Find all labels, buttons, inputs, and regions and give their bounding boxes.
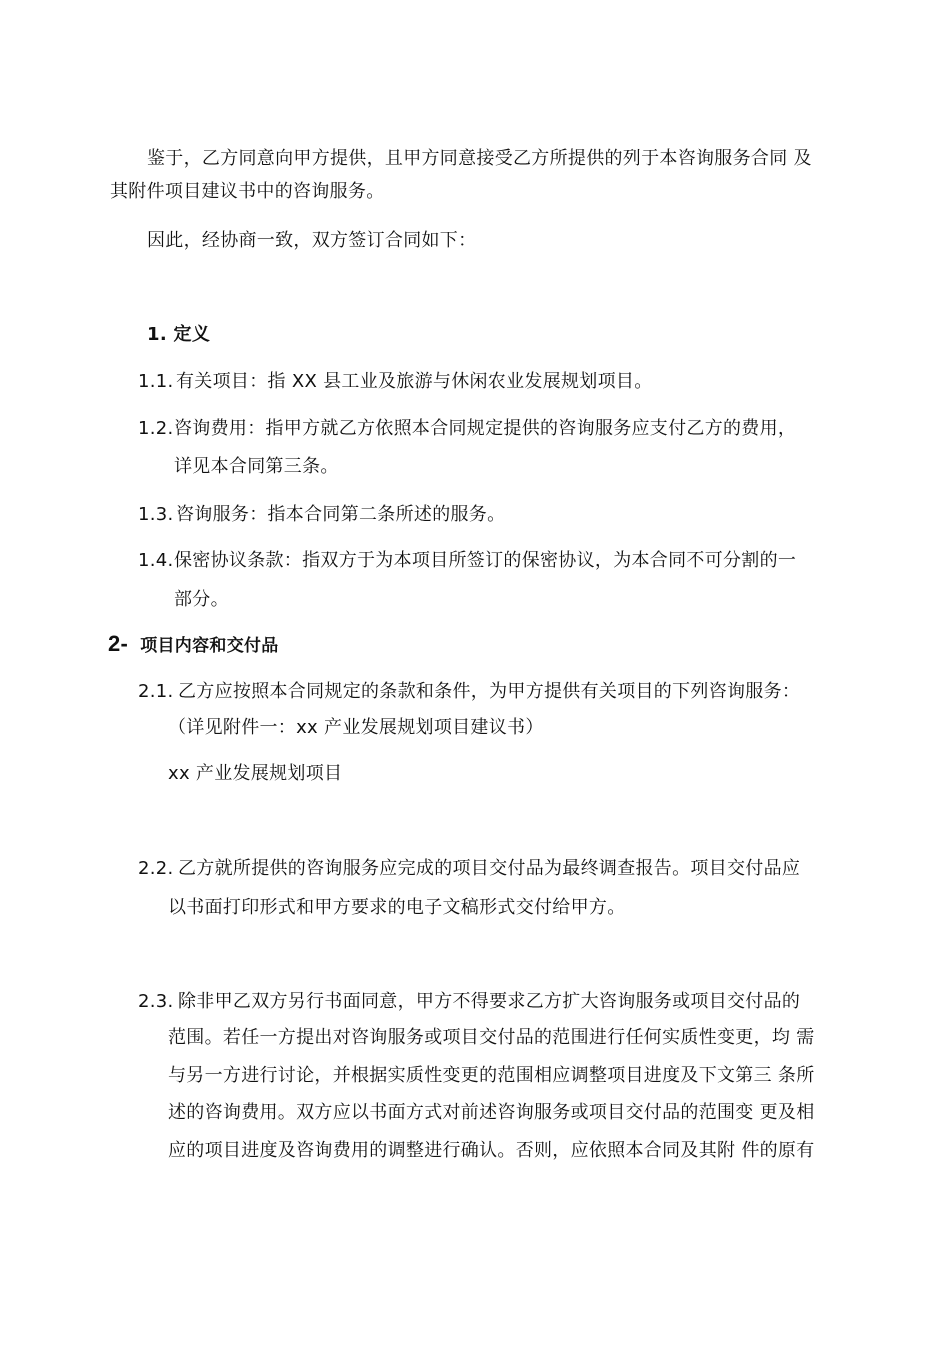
clause-2-1-subitem: xx 产业发展规划项目	[168, 763, 343, 784]
clause-2-3-cont-4: 应的项目进度及咨询费用的调整进行确认。否则，应依照本合同及其附 件的原有	[168, 1140, 815, 1161]
intro-line-2: 其附件项目建议书中的咨询服务。	[110, 181, 385, 202]
clause-2-1	[138, 680, 800, 704]
clause-1-4-cont: 部分。	[174, 589, 229, 610]
clause-text: 咨询费用：指甲方就乙方依照本合同规定提供的咨询服务应支付乙方的费用，	[174, 418, 797, 439]
clause-number: 2.2.	[138, 858, 174, 879]
clause-number: 2.3.	[138, 991, 174, 1012]
clause-text: 乙方就所提供的咨询服务应完成的项目交付品为最终调查报告。项目交付品应	[178, 858, 801, 879]
intro-line-1: 鉴于，乙方同意向甲方提供，且甲方同意接受乙方所提供的列于本咨询服务合同 及	[147, 148, 812, 169]
clause-number: 1.4.	[138, 550, 174, 571]
clause-1-4	[138, 549, 796, 573]
clause-number: 1.3.	[138, 504, 174, 525]
clause-1-3	[138, 503, 505, 527]
clause-2-3-cont-3: 述的咨询费用。双方应以书面方式对前述咨询服务或项目交付品的范围变 更及相	[168, 1102, 815, 1123]
clause-text: 除非甲乙双方另行书面同意，甲方不得要求乙方扩大咨询服务或项目交付品的	[178, 991, 801, 1012]
clause-2-3-cont-1: 范围。若任一方提出对咨询服务或项目交付品的范围进行任何实质性变更，均 需	[168, 1027, 815, 1048]
clause-text: 乙方应按照本合同规定的条款和条件，为甲方提供有关项目的下列咨询服务：	[178, 681, 801, 702]
section-2-heading	[108, 632, 279, 658]
clause-1-2-cont: 详见本合同第三条。	[174, 456, 339, 477]
clause-1-1	[138, 370, 653, 394]
clause-2-2	[138, 857, 800, 881]
clause-2-3-cont-2: 与另一方进行讨论，并根据实质性变更的范围相应调整项目进度及下文第三 条所	[168, 1065, 815, 1086]
clause-2-2-cont: 以书面打印形式和甲方要求的电子文稿形式交付给甲方。	[168, 897, 626, 918]
clause-2-3	[138, 990, 800, 1014]
clause-number: 1.2.	[138, 418, 174, 439]
clause-text: 保密协议条款：指双方于为本项目所签订的保密协议，为本合同不可分割的一	[174, 550, 797, 571]
section-2-title: 项目内容和交付品	[140, 636, 279, 656]
clause-2-1-cont: （详见附件一：xx 产业发展规划项目建议书）	[168, 717, 544, 738]
clause-text: 咨询服务：指本合同第二条所述的服务。	[176, 504, 506, 525]
section-2-number: 2-	[108, 631, 129, 656]
clause-text: 有关项目：指 XX 县工业及旅游与休闲农业发展规划项目。	[176, 371, 653, 392]
clause-1-2	[138, 417, 796, 441]
clause-number: 2.1.	[138, 681, 174, 702]
section-1-heading: 1. 定义	[147, 324, 211, 345]
intro-line-3: 因此，经协商一致，双方签订合同如下：	[147, 230, 477, 251]
clause-number: 1.1.	[138, 371, 174, 392]
